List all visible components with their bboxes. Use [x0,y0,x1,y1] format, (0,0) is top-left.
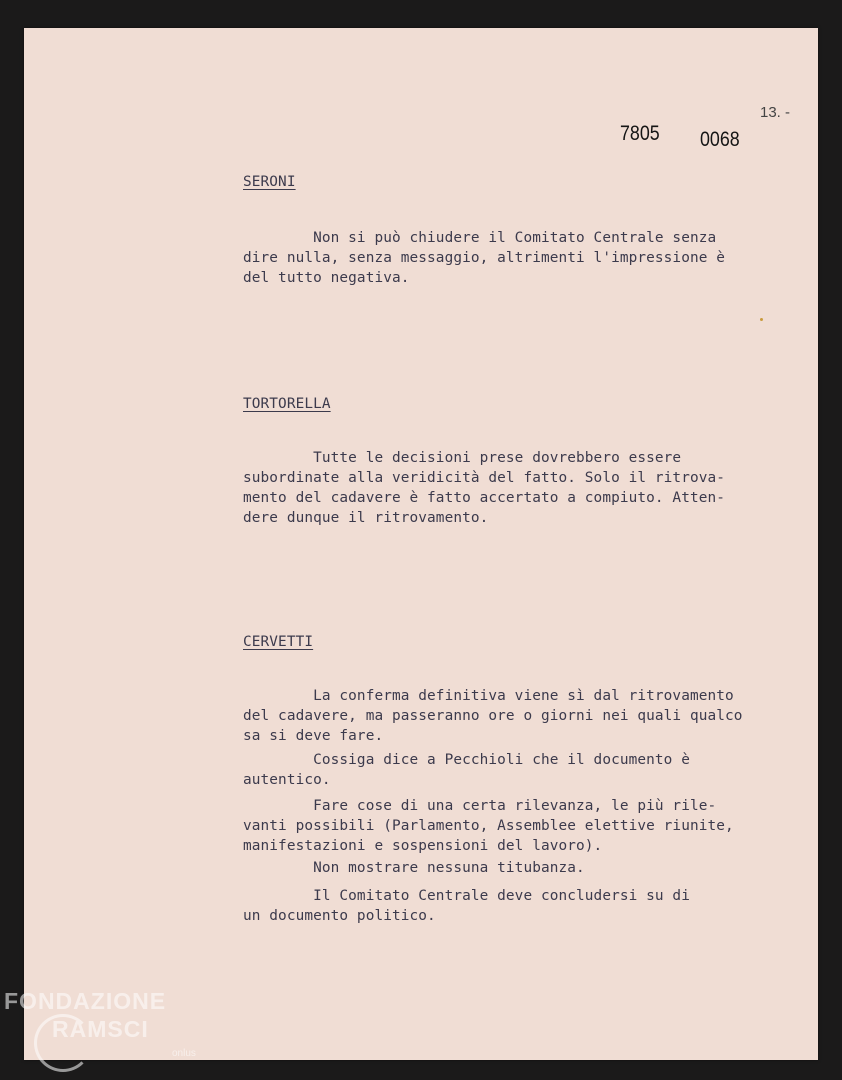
speaker-heading-cervetti: CERVETTI [243,634,314,650]
archive-stamp-number: 7805 [620,122,660,145]
paragraph-cervetti-1: La conferma definitiva viene sì dal ritrovamento del cadavere, ma passeranno ore o giorni nei quali qualco sa si deve fare. [243,688,743,744]
paragraph-cervetti-5: Il Comitato Centrale deve concludersi su di un documento politico. [243,888,690,924]
paragraph-cervetti-2: Cossiga dice a Pecchioli che il documento è autentico. [243,752,690,788]
speaker-heading-seroni: SERONI [243,174,296,190]
speaker-heading-tortorella: TORTORELLA [243,396,331,412]
paragraph-cervetti-3: Fare cose di una certa rilevanza, le più rile- vanti possibili (Parlamento, Assemblee elettive riunite, manifestazioni e sospensioni del lavoro). [243,798,734,854]
watermark-line-2: RAMSCI [52,1016,149,1042]
paragraph-seroni-1: Non si può chiudere il Comitato Centrale senza dire nulla, senza messaggio, altrimenti l'impressione è del tutto negativa. [243,230,726,286]
paper-speck [760,318,763,321]
paragraph-tortorella-1: Tutte le decisioni prese dovrebbero essere subordinate alla veridicità del fatto. Solo il ritrova- mento del cadavere è fatto accertato a compiuto. Atten- dere dunque il ritrovamento. [243,450,726,526]
page-number: 13. - [760,104,791,121]
paragraph-cervetti-4: Non mostrare nessuna titubanza. [243,860,585,876]
document-page [24,28,818,1060]
fondazione-gramsci-watermark [4,988,196,1059]
watermark-line-1: FONDAZIONE [4,988,167,1014]
archive-stamp-sequence: 0068 [700,128,740,151]
watermark-line-3: onlus [172,1048,196,1059]
